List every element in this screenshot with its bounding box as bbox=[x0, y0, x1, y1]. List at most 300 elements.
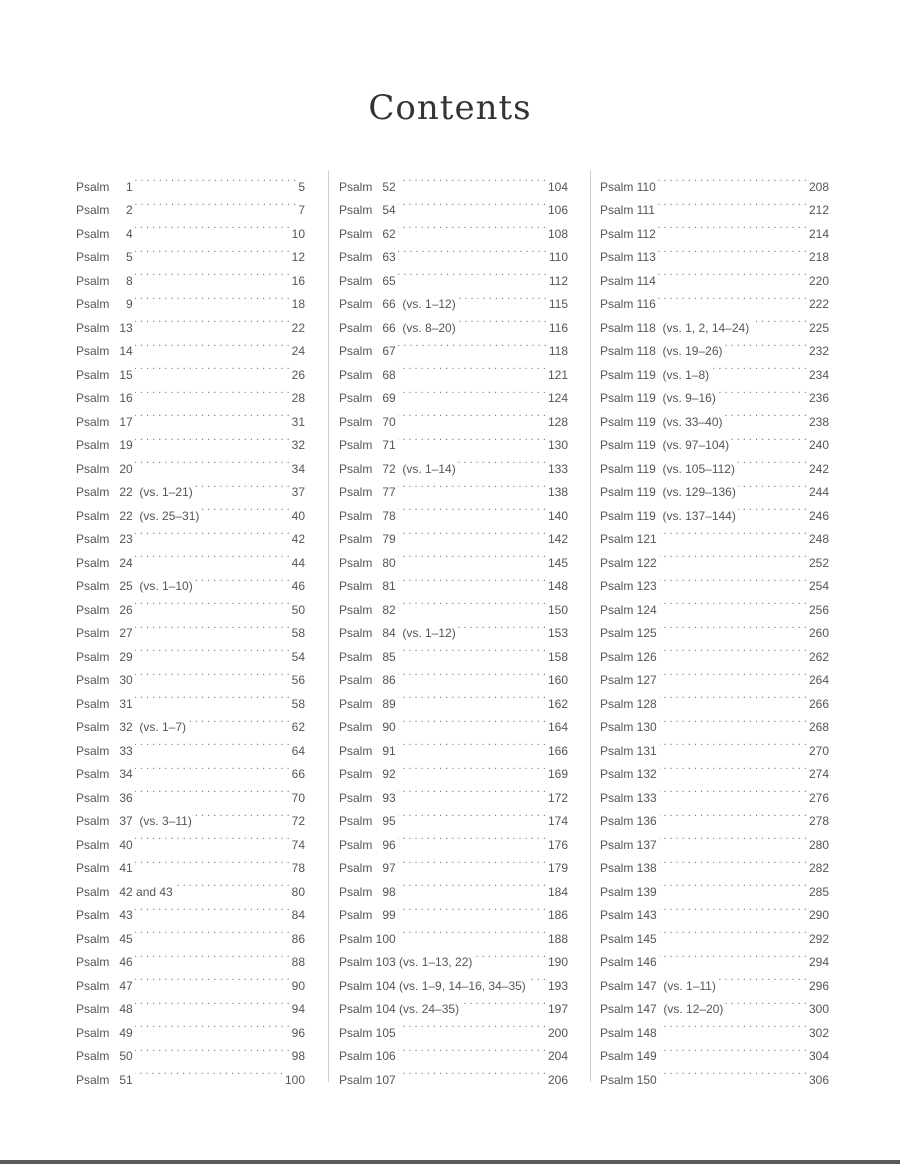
toc-entry-page-number: 294 bbox=[808, 955, 829, 969]
toc-entry-label: Psalm 29 bbox=[76, 649, 133, 664]
dot-leader bbox=[474, 943, 546, 967]
dot-leader bbox=[398, 191, 546, 215]
dot-leader bbox=[135, 1037, 290, 1061]
dot-leader bbox=[135, 167, 297, 191]
toc-entry-page-number: 78 bbox=[291, 861, 305, 875]
toc-entry-page-number: 64 bbox=[291, 743, 305, 758]
toc-entry-page-number: 234 bbox=[808, 367, 829, 382]
dot-leader bbox=[175, 872, 290, 896]
toc-entry-label: Psalm 112 bbox=[600, 226, 656, 241]
dot-leader bbox=[738, 473, 807, 497]
toc-entry-page-number: 28 bbox=[291, 391, 305, 405]
toc-entry-label: Psalm 104 (vs. 24–35) bbox=[339, 1002, 460, 1016]
dot-leader bbox=[658, 238, 807, 262]
dot-leader bbox=[659, 708, 807, 732]
toc-entry-label: Psalm 69 bbox=[339, 391, 396, 405]
dot-leader bbox=[659, 802, 807, 826]
dot-leader bbox=[135, 238, 290, 262]
dot-leader bbox=[135, 379, 290, 403]
toc-entry-page-number: 142 bbox=[547, 532, 568, 546]
dot-leader bbox=[398, 708, 546, 732]
toc-entry-page-number: 90 bbox=[291, 978, 305, 993]
column-divider bbox=[590, 170, 591, 1082]
toc-entry-page-number: 72 bbox=[291, 814, 305, 828]
toc-entry-label: Psalm 143 bbox=[600, 908, 657, 922]
toc-entry-page-number: 158 bbox=[547, 649, 568, 664]
toc-entry-label: Psalm 121 bbox=[600, 532, 657, 546]
dot-leader bbox=[135, 285, 290, 309]
contents-column-3 bbox=[600, 167, 829, 1087]
toc-entry-page-number: 268 bbox=[808, 720, 829, 734]
dot-leader bbox=[659, 943, 807, 967]
dot-leader bbox=[458, 308, 547, 332]
dot-leader bbox=[659, 520, 807, 544]
toc-entry-page-number: 260 bbox=[808, 626, 829, 640]
toc-entry-label: Psalm 49 bbox=[76, 1025, 133, 1040]
toc-entry-page-number: 240 bbox=[808, 438, 829, 452]
toc-entry-page-number: 246 bbox=[808, 508, 829, 523]
column-divider bbox=[328, 170, 329, 1082]
dot-leader bbox=[718, 379, 807, 403]
toc-entry-label: Psalm 62 bbox=[339, 226, 396, 241]
toc-entry-page-number: 206 bbox=[547, 1072, 568, 1087]
toc-entry-page-number: 40 bbox=[291, 508, 305, 523]
toc-entry-label: Psalm 4 bbox=[76, 226, 133, 241]
dot-leader bbox=[398, 684, 546, 708]
toc-entry-label: Psalm 9 bbox=[76, 297, 133, 311]
dot-leader bbox=[398, 825, 546, 849]
toc-entry-label: Psalm 24 bbox=[76, 555, 133, 570]
toc-entry-label: Psalm 99 bbox=[339, 908, 396, 922]
dot-leader bbox=[751, 308, 807, 332]
toc-entry-label: Psalm 119 (vs. 33–40) bbox=[600, 414, 723, 429]
dot-leader bbox=[659, 614, 807, 638]
toc-entry-page-number: 162 bbox=[547, 696, 568, 711]
dot-leader bbox=[659, 590, 807, 614]
toc-entry-label: Psalm 122 bbox=[600, 555, 657, 570]
dot-leader bbox=[731, 426, 807, 450]
toc-entry-label: Psalm 130 bbox=[600, 720, 657, 734]
toc-entry-page-number: 232 bbox=[808, 344, 829, 358]
toc-entry-label: Psalm 22 (vs. 1–21) bbox=[76, 485, 193, 499]
toc-entry-page-number: 58 bbox=[291, 626, 305, 640]
dot-leader bbox=[398, 214, 546, 238]
toc-entry-label: Psalm 1 bbox=[76, 179, 133, 194]
dot-leader bbox=[135, 1060, 283, 1084]
toc-entry[interactable] bbox=[339, 167, 568, 194]
dot-leader bbox=[659, 1060, 807, 1084]
toc-entry-label: Psalm 104 (vs. 1–9, 14–16, 34–35) bbox=[339, 978, 526, 993]
toc-entry-page-number: 10 bbox=[291, 226, 305, 241]
toc-entry-label: Psalm 86 bbox=[339, 673, 396, 687]
toc-entry-label: Psalm 148 bbox=[600, 1025, 657, 1040]
toc-entry-page-number: 5 bbox=[298, 179, 305, 194]
toc-entry-label: Psalm 70 bbox=[339, 414, 396, 429]
toc-entry-page-number: 296 bbox=[808, 978, 829, 993]
toc-entry-label: Psalm 68 bbox=[339, 367, 396, 382]
bottom-rule bbox=[0, 1160, 900, 1164]
dot-leader bbox=[398, 355, 546, 379]
toc-entry-page-number: 218 bbox=[808, 250, 829, 264]
toc-entry-page-number: 222 bbox=[808, 297, 829, 311]
toc-entry-label: Psalm 80 bbox=[339, 555, 396, 570]
toc-entry-label: Psalm 43 bbox=[76, 908, 133, 922]
dot-leader bbox=[135, 990, 290, 1014]
dot-leader bbox=[135, 191, 297, 215]
dot-leader bbox=[135, 261, 290, 285]
dot-leader bbox=[135, 520, 290, 544]
toc-entry-label: Psalm 133 bbox=[600, 790, 657, 805]
dot-leader bbox=[398, 167, 546, 191]
toc-entry-label: Psalm 2 bbox=[76, 203, 133, 217]
toc-entry-label: Psalm 26 bbox=[76, 602, 133, 617]
toc-entry-label: Psalm 84 (vs. 1–12) bbox=[339, 626, 456, 640]
contents-column-1 bbox=[76, 167, 305, 1087]
toc-entry-page-number: 214 bbox=[808, 226, 829, 241]
toc-entry-label: Psalm 91 bbox=[339, 743, 396, 758]
toc-entry-page-number: 164 bbox=[547, 720, 568, 734]
toc-entry-label: Psalm 71 bbox=[339, 438, 396, 452]
toc-entry-label: Psalm 132 bbox=[600, 767, 657, 781]
toc-entry-page-number: 174 bbox=[547, 814, 568, 828]
toc-entry-page-number: 252 bbox=[808, 555, 829, 570]
dot-leader bbox=[659, 567, 807, 591]
toc-entry-label: Psalm 131 bbox=[600, 743, 657, 758]
toc-entry-label: Psalm 42 and 43 bbox=[76, 884, 173, 899]
dot-leader bbox=[135, 849, 290, 873]
toc-entry-page-number: 44 bbox=[291, 555, 305, 570]
dot-leader bbox=[398, 755, 546, 779]
dot-leader bbox=[659, 849, 807, 873]
toc-entry-page-number: 54 bbox=[291, 649, 305, 664]
toc-entry-page-number: 24 bbox=[291, 344, 305, 358]
toc-entry-page-number: 220 bbox=[808, 273, 829, 288]
toc-entry-label: Psalm 100 bbox=[339, 931, 396, 946]
toc-entry-label: Psalm 34 bbox=[76, 767, 133, 781]
toc-entry-page-number: 115 bbox=[548, 297, 568, 311]
toc-entry-page-number: 197 bbox=[547, 1002, 568, 1016]
dot-leader bbox=[135, 308, 290, 332]
dot-leader bbox=[658, 167, 807, 191]
dot-leader bbox=[659, 825, 807, 849]
dot-leader bbox=[398, 637, 546, 661]
dot-leader bbox=[135, 449, 290, 473]
toc-entry-page-number: 256 bbox=[808, 602, 829, 617]
toc-entry[interactable] bbox=[600, 167, 829, 194]
toc-entry-label: Psalm 119 (vs. 137–144) bbox=[600, 508, 736, 523]
toc-entry-label: Psalm 119 (vs. 9–16) bbox=[600, 391, 716, 405]
toc-entry-label: Psalm 54 bbox=[339, 203, 396, 217]
toc-entry-page-number: 204 bbox=[547, 1049, 568, 1063]
dot-leader bbox=[398, 872, 546, 896]
dot-leader bbox=[188, 708, 290, 732]
toc-entry-label: Psalm 66 (vs. 8–20) bbox=[339, 320, 456, 335]
dot-leader bbox=[725, 402, 807, 426]
toc-entry-page-number: 148 bbox=[547, 579, 568, 593]
toc-entry-page-number: 208 bbox=[808, 179, 829, 194]
toc-entry-label: Psalm 93 bbox=[339, 790, 396, 805]
toc-entry-page-number: 306 bbox=[808, 1072, 829, 1087]
toc-entry-label: Psalm 37 (vs. 3–11) bbox=[76, 814, 192, 828]
toc-entry-label: Psalm 81 bbox=[339, 579, 396, 593]
dot-leader bbox=[135, 426, 290, 450]
toc-entry-label: Psalm 63 bbox=[339, 250, 396, 264]
toc-entry-page-number: 84 bbox=[291, 908, 305, 922]
toc-entry-label: Psalm 118 (vs. 19–26) bbox=[600, 344, 723, 358]
toc-entry-label: Psalm 16 bbox=[76, 391, 133, 405]
toc-entry-page-number: 56 bbox=[291, 673, 305, 687]
toc-entry-page-number: 130 bbox=[547, 438, 568, 452]
toc-entry-label: Psalm 92 bbox=[339, 767, 396, 781]
toc-entry-page-number: 160 bbox=[547, 673, 568, 687]
dot-leader bbox=[657, 191, 807, 215]
toc-entry-label: Psalm 36 bbox=[76, 790, 133, 805]
toc-entry-label: Psalm 67 bbox=[339, 344, 396, 358]
dot-leader bbox=[659, 637, 807, 661]
toc-entry-page-number: 190 bbox=[547, 955, 568, 969]
toc-entry-page-number: 153 bbox=[547, 626, 568, 640]
dot-leader bbox=[135, 943, 290, 967]
toc-entry-label: Psalm 89 bbox=[339, 696, 396, 711]
dot-leader bbox=[659, 661, 807, 685]
dot-leader bbox=[135, 731, 290, 755]
toc-entry-label: Psalm 119 (vs. 97–104) bbox=[600, 438, 730, 452]
toc-entry-page-number: 184 bbox=[547, 884, 568, 899]
toc-entry-label: Psalm 118 (vs. 1, 2, 14–24) bbox=[600, 320, 750, 335]
dot-leader bbox=[725, 990, 807, 1014]
toc-entry-page-number: 34 bbox=[291, 461, 305, 476]
dot-leader bbox=[195, 567, 290, 591]
toc-entry-label: Psalm 123 bbox=[600, 579, 657, 593]
dot-leader bbox=[659, 543, 807, 567]
dot-leader bbox=[398, 778, 546, 802]
dot-leader bbox=[398, 567, 546, 591]
dot-leader bbox=[135, 1013, 290, 1037]
toc-entry-page-number: 50 bbox=[291, 602, 305, 617]
dot-leader bbox=[398, 1037, 546, 1061]
toc-entry-label: Psalm 51 bbox=[76, 1072, 133, 1087]
toc-entry-page-number: 66 bbox=[291, 767, 305, 781]
toc-entry-label: Psalm 33 bbox=[76, 743, 133, 758]
toc-entry-page-number: 128 bbox=[547, 414, 568, 429]
toc-entry-page-number: 145 bbox=[547, 555, 568, 570]
toc-entry-label: Psalm 41 bbox=[76, 861, 133, 875]
toc-entry-page-number: 302 bbox=[808, 1025, 829, 1040]
toc-entry-label: Psalm 137 bbox=[600, 837, 657, 852]
toc-entry-label: Psalm 126 bbox=[600, 649, 657, 664]
toc-entry-label: Psalm 66 (vs. 1–12) bbox=[339, 297, 456, 311]
toc-entry-page-number: 266 bbox=[808, 696, 829, 711]
dot-leader bbox=[398, 919, 546, 943]
toc-entry-label: Psalm 119 (vs. 129–136) bbox=[600, 485, 736, 499]
toc-entry-page-number: 104 bbox=[547, 179, 568, 194]
toc-entry-label: Psalm 128 bbox=[600, 696, 657, 711]
toc-entry-label: Psalm 79 bbox=[339, 532, 396, 546]
toc-entry-label: Psalm 110 bbox=[600, 179, 656, 194]
toc-entry-page-number: 32 bbox=[291, 438, 305, 452]
toc-entry-label: Psalm 136 bbox=[600, 814, 657, 828]
toc-entry-page-number: 280 bbox=[808, 837, 829, 852]
toc-entry-label: Psalm 106 bbox=[339, 1049, 396, 1063]
toc-entry-label: Psalm 113 bbox=[600, 250, 656, 264]
toc-entry-page-number: 110 bbox=[548, 250, 568, 264]
dot-leader bbox=[398, 849, 546, 873]
toc-entry-page-number: 37 bbox=[291, 485, 305, 499]
toc-entry-label: Psalm 20 bbox=[76, 461, 133, 476]
toc-entry-page-number: 166 bbox=[547, 743, 568, 758]
toc-entry-page-number: 26 bbox=[291, 367, 305, 382]
toc-entry-page-number: 108 bbox=[547, 226, 568, 241]
dot-leader bbox=[398, 238, 547, 262]
dot-leader bbox=[398, 543, 546, 567]
toc-entry-page-number: 150 bbox=[547, 602, 568, 617]
dot-leader bbox=[398, 1013, 546, 1037]
toc-entry-label: Psalm 45 bbox=[76, 931, 133, 946]
toc-entry-page-number: 262 bbox=[808, 649, 829, 664]
toc-entry-label: Psalm 48 bbox=[76, 1002, 133, 1016]
toc-entry-label: Psalm 82 bbox=[339, 602, 396, 617]
dot-leader bbox=[658, 261, 807, 285]
dot-leader bbox=[398, 379, 546, 403]
dot-leader bbox=[135, 543, 290, 567]
toc-entry-label: Psalm 85 bbox=[339, 649, 396, 664]
toc-entry-label: Psalm 13 bbox=[76, 320, 133, 335]
dot-leader bbox=[195, 473, 290, 497]
dot-leader bbox=[711, 355, 807, 379]
toc-entry-label: Psalm 146 bbox=[600, 955, 657, 969]
toc-entry-label: Psalm 96 bbox=[339, 837, 396, 852]
dot-leader bbox=[461, 990, 546, 1014]
dot-leader bbox=[398, 1060, 546, 1084]
dot-leader bbox=[398, 426, 546, 450]
toc-entry-label: Psalm 8 bbox=[76, 273, 133, 288]
toc-entry-label: Psalm 77 bbox=[339, 485, 396, 499]
toc-entry-page-number: 282 bbox=[808, 861, 829, 875]
toc-entry-page-number: 70 bbox=[291, 790, 305, 805]
toc-entry-page-number: 242 bbox=[808, 461, 829, 476]
dot-leader bbox=[659, 731, 807, 755]
toc-entry-label: Psalm 98 bbox=[339, 884, 396, 899]
toc-entry-page-number: 225 bbox=[808, 320, 829, 335]
dot-leader bbox=[659, 684, 807, 708]
toc-entry-page-number: 193 bbox=[547, 978, 568, 993]
toc-entry-page-number: 264 bbox=[808, 673, 829, 687]
toc-entry-page-number: 116 bbox=[548, 320, 568, 335]
toc-entry-label: Psalm 107 bbox=[339, 1072, 396, 1087]
toc-entry-page-number: 238 bbox=[808, 414, 829, 429]
page-title: Contents bbox=[368, 88, 532, 128]
toc-entry-page-number: 244 bbox=[808, 485, 829, 499]
toc-entry-label: Psalm 78 bbox=[339, 508, 396, 523]
toc-entry[interactable] bbox=[76, 167, 305, 194]
toc-entry-page-number: 86 bbox=[291, 931, 305, 946]
toc-entry-label: Psalm 139 bbox=[600, 884, 657, 899]
toc-entry-page-number: 188 bbox=[547, 931, 568, 946]
toc-entry-label: Psalm 127 bbox=[600, 673, 657, 687]
toc-entry-page-number: 274 bbox=[808, 767, 829, 781]
dot-leader bbox=[135, 614, 290, 638]
toc-entry-page-number: 42 bbox=[291, 532, 305, 546]
toc-entry-page-number: 106 bbox=[547, 203, 568, 217]
dot-leader bbox=[658, 285, 807, 309]
toc-entry-label: Psalm 46 bbox=[76, 955, 133, 969]
dot-leader bbox=[398, 661, 546, 685]
toc-entry-label: Psalm 22 (vs. 25–31) bbox=[76, 508, 200, 523]
toc-entry-label: Psalm 116 bbox=[600, 297, 656, 311]
toc-entry-page-number: 200 bbox=[547, 1025, 568, 1040]
toc-entry-page-number: 12 bbox=[291, 250, 305, 264]
toc-entry-page-number: 212 bbox=[808, 203, 829, 217]
toc-entry-label: Psalm 5 bbox=[76, 250, 133, 264]
toc-entry-page-number: 98 bbox=[291, 1049, 305, 1063]
dot-leader bbox=[398, 402, 546, 426]
toc-entry-page-number: 94 bbox=[291, 1002, 305, 1016]
toc-entry-label: Psalm 150 bbox=[600, 1072, 657, 1087]
toc-entry-page-number: 186 bbox=[547, 908, 568, 922]
toc-entry-label: Psalm 103 (vs. 1–13, 22) bbox=[339, 955, 473, 969]
toc-entry-page-number: 236 bbox=[808, 391, 829, 405]
dot-leader bbox=[398, 261, 547, 285]
toc-entry-page-number: 124 bbox=[547, 391, 568, 405]
toc-entry-page-number: 31 bbox=[291, 414, 305, 429]
toc-entry-label: Psalm 114 bbox=[600, 273, 656, 288]
dot-leader bbox=[659, 896, 807, 920]
dot-leader bbox=[398, 496, 546, 520]
dot-leader bbox=[135, 755, 290, 779]
dot-leader bbox=[737, 449, 807, 473]
dot-leader bbox=[135, 402, 290, 426]
toc-entry-page-number: 276 bbox=[808, 790, 829, 805]
dot-leader bbox=[398, 332, 547, 356]
toc-entry-label: Psalm 119 (vs. 1–8) bbox=[600, 367, 710, 382]
toc-entry-page-number: 118 bbox=[548, 344, 568, 358]
toc-entry-label: Psalm 105 bbox=[339, 1025, 396, 1040]
toc-entry-label: Psalm 72 (vs. 1–14) bbox=[339, 461, 456, 476]
dot-leader bbox=[718, 966, 807, 990]
toc-entry-label: Psalm 125 bbox=[600, 626, 657, 640]
toc-entry-page-number: 300 bbox=[808, 1002, 829, 1016]
toc-entry-page-number: 169 bbox=[547, 767, 568, 781]
toc-entry-page-number: 88 bbox=[291, 955, 305, 969]
toc-entry-label: Psalm 47 bbox=[76, 978, 133, 993]
toc-entry-page-number: 270 bbox=[808, 743, 829, 758]
dot-leader bbox=[135, 332, 290, 356]
toc-entry-page-number: 80 bbox=[291, 884, 305, 899]
toc-entry-label: Psalm 147 (vs. 12–20) bbox=[600, 1002, 724, 1016]
toc-entry-page-number: 292 bbox=[808, 931, 829, 946]
toc-entry-label: Psalm 14 bbox=[76, 344, 133, 358]
dot-leader bbox=[135, 684, 290, 708]
toc-entry-label: Psalm 52 bbox=[339, 179, 396, 194]
toc-entry-label: Psalm 27 bbox=[76, 626, 133, 640]
toc-entry-label: Psalm 15 bbox=[76, 367, 133, 382]
dot-leader bbox=[398, 896, 546, 920]
contents-column-2 bbox=[339, 167, 568, 1087]
dot-leader bbox=[135, 355, 290, 379]
dot-leader bbox=[725, 332, 807, 356]
dot-leader bbox=[135, 778, 290, 802]
dot-leader bbox=[135, 637, 290, 661]
toc-entry-label: Psalm 19 bbox=[76, 438, 133, 452]
toc-entry-page-number: 248 bbox=[808, 532, 829, 546]
dot-leader bbox=[135, 661, 290, 685]
dot-leader bbox=[135, 825, 290, 849]
toc-entry-label: Psalm 147 (vs. 1–11) bbox=[600, 978, 716, 993]
toc-entry-page-number: 304 bbox=[808, 1049, 829, 1063]
dot-leader bbox=[738, 496, 807, 520]
dot-leader bbox=[135, 590, 290, 614]
toc-entry-label: Psalm 119 (vs. 105–112) bbox=[600, 461, 735, 476]
